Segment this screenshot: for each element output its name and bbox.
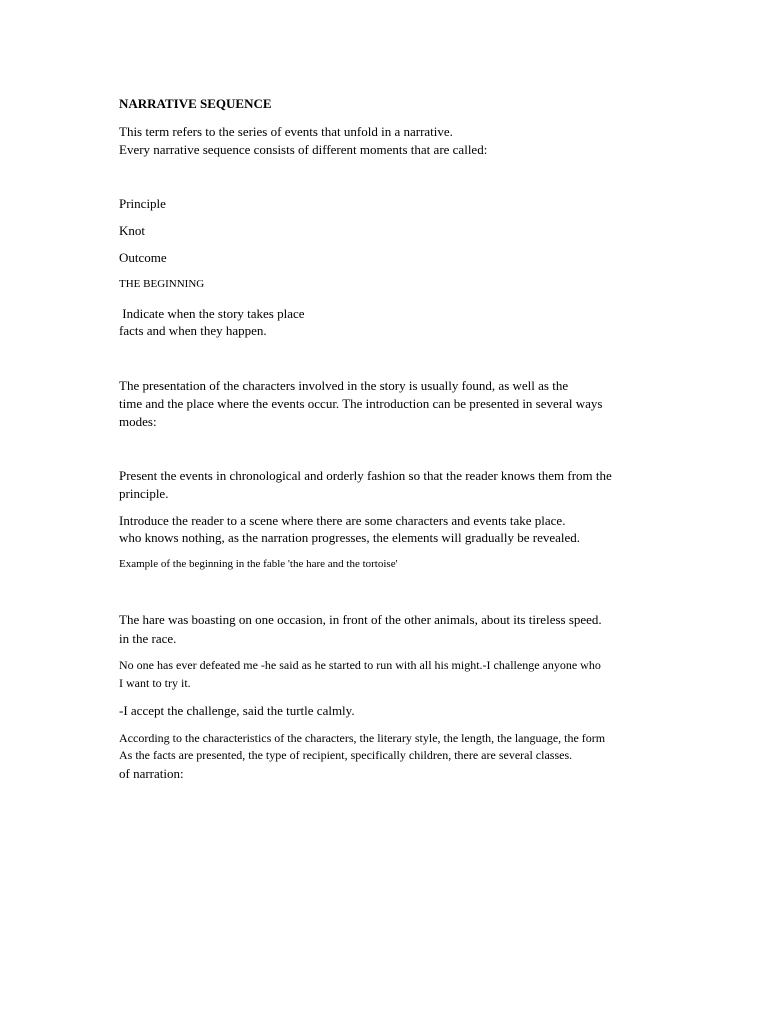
page-title: NARRATIVE SEQUENCE <box>119 96 272 111</box>
defeated-line-2: I want to try it. <box>119 676 191 690</box>
accept-line: -I accept the challenge, said the turtle calmly. <box>119 703 355 718</box>
introduce-line-1: Introduce the reader to a scene where there are some characters and events take place. <box>119 513 566 528</box>
presentation-line-3: modes: <box>119 414 157 429</box>
intro-line-2: Every narrative sequence consists of different moments that are called: <box>119 142 488 157</box>
defeated-line-1: No one has ever defeated me -he said as he started to run with all his might.-I challenge anyone who <box>119 658 601 672</box>
presentation-line-2: time and the place where the events occur. The introduction can be presented in several ways <box>119 396 603 411</box>
moment-item-outcome: Outcome <box>119 250 167 265</box>
chronological-line-2: principle. <box>119 486 169 501</box>
presentation-line-1: The presentation of the characters involved in the story is usually found, as well as the <box>119 378 569 393</box>
moment-item-principle: Principle <box>119 196 166 211</box>
hare-line-1: The hare was boasting on one occasion, in front of the other animals, about its tireless speed. <box>119 612 602 627</box>
characteristics-line-2: As the facts are presented, the type of recipient, specifically children, there are several classes. <box>119 748 573 762</box>
moment-item-knot: Knot <box>119 223 145 238</box>
characteristics-line-1: According to the characteristics of the characters, the literary style, the length, the language, the form <box>119 731 606 745</box>
section-heading-beginning: THE BEGINNING <box>119 278 205 290</box>
indicate-line-2: facts and when they happen. <box>119 323 267 338</box>
chronological-line-1: Present the events in chronological and orderly fashion so that the reader knows them from the <box>119 468 612 483</box>
hare-line-2: in the race. <box>119 631 177 646</box>
characteristics-line-3: of narration: <box>119 766 184 781</box>
indicate-line-1: Indicate when the story takes place <box>119 306 305 321</box>
intro-line-1: This term refers to the series of events that unfold in a narrative. <box>119 124 453 139</box>
introduce-line-2: who knows nothing, as the narration progresses, the elements will gradually be revealed. <box>119 530 581 545</box>
example-caption: Example of the beginning in the fable 'the hare and the tortoise' <box>119 558 398 570</box>
